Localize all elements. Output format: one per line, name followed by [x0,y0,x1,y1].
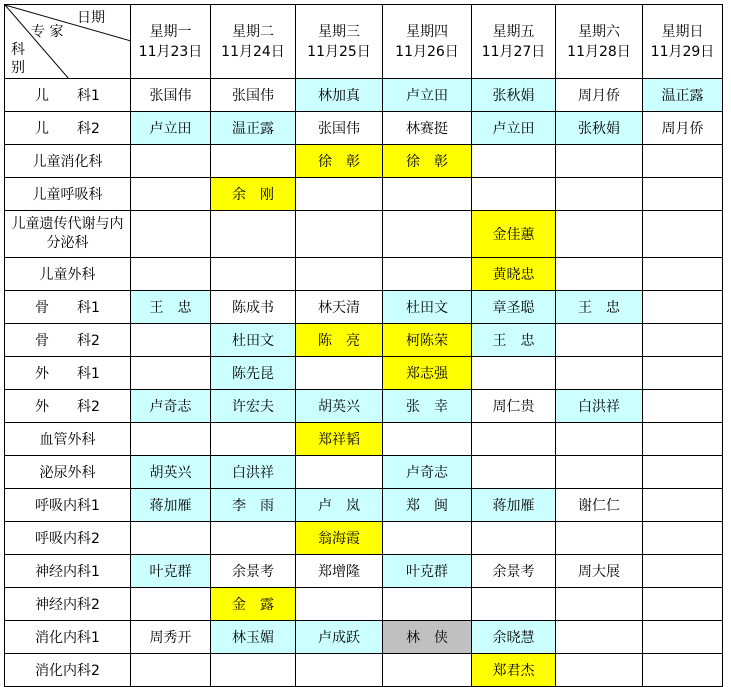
doctor-cell [211,145,296,178]
table-row [5,178,723,211]
day-name: 星期六 [578,23,620,40]
table-row [5,489,723,522]
doctor-cell: 翁海霞 [296,522,383,555]
header-row [5,5,723,79]
department-cell: 外 科2 [5,390,131,423]
doctor-cell [556,211,643,258]
doctor-cell: 郑祥韬 [296,423,383,456]
doctor-cell: 周月侨 [643,112,723,145]
doctor-cell [383,588,472,621]
department-cell: 呼吸内科2 [5,522,131,555]
doctor-cell [296,456,383,489]
department-cell: 儿童外科 [5,258,131,291]
doctor-cell [383,522,472,555]
date-axis-label: 日期 [77,10,105,26]
schedule-table-wrapper [4,4,723,687]
department-cell: 呼吸内科1 [5,489,131,522]
doctor-cell: 林加真 [296,79,383,112]
doctor-cell [296,211,383,258]
doctor-cell: 王 忠 [472,324,556,357]
doctor-cell: 卢立田 [472,112,556,145]
day-name: 星期三 [318,23,360,40]
doctor-cell: 黄晓忠 [472,258,556,291]
doctor-cell: 章圣聪 [472,291,556,324]
table-row [5,588,723,621]
doctor-cell [383,211,472,258]
doctor-cell [472,588,556,621]
doctor-cell: 叶克群 [131,555,211,588]
doctor-cell: 郑增隆 [296,555,383,588]
day-date: 11月23日 [138,43,203,60]
day-header-7 [643,5,723,79]
doctor-cell: 周月侨 [556,79,643,112]
day-date: 11月25日 [307,43,371,60]
doctor-cell: 陈 亮 [296,324,383,357]
department-cell: 儿 科2 [5,112,131,145]
doctor-cell: 林天清 [296,291,383,324]
doctor-cell [643,555,723,588]
department-cell: 外 科1 [5,357,131,390]
doctor-cell [296,588,383,621]
doctor-cell: 蒋加雁 [472,489,556,522]
doctor-cell: 郑君杰 [472,654,556,687]
doctor-cell [131,145,211,178]
doctor-cell [556,324,643,357]
doctor-cell: 白洪祥 [211,456,296,489]
department-cell: 儿 科1 [5,79,131,112]
doctor-cell [643,423,723,456]
doctor-cell [131,588,211,621]
expert-axis-label: 专 家 [31,24,64,40]
doctor-cell [556,258,643,291]
table-row [5,522,723,555]
doctor-cell [296,258,383,291]
doctor-cell: 杜田文 [211,324,296,357]
department-cell: 骨 科1 [5,291,131,324]
doctor-cell [643,522,723,555]
day-header-4 [383,5,472,79]
doctor-cell [131,423,211,456]
doctor-cell [131,258,211,291]
day-name: 星期四 [406,23,448,40]
doctor-cell [383,178,472,211]
doctor-cell [472,357,556,390]
doctor-cell [472,522,556,555]
doctor-cell: 张国伟 [131,79,211,112]
doctor-cell: 郑 闽 [383,489,472,522]
doctor-cell: 余 刚 [211,178,296,211]
table-row [5,654,723,687]
doctor-cell: 金佳蕙 [472,211,556,258]
doctor-cell [643,258,723,291]
dept-axis-label-1: 科 [11,42,25,58]
doctor-cell: 余景考 [472,555,556,588]
doctor-cell: 张国伟 [211,79,296,112]
doctor-cell: 周秀开 [131,621,211,654]
doctor-cell [296,654,383,687]
doctor-cell [131,357,211,390]
doctor-cell: 卢奇志 [383,456,472,489]
doctor-cell: 周大展 [556,555,643,588]
doctor-cell [556,456,643,489]
table-row [5,555,723,588]
table-row [5,211,723,258]
department-cell: 血管外科 [5,423,131,456]
table-row [5,79,723,112]
doctor-cell: 林赛挺 [383,112,472,145]
day-name: 星期一 [149,23,192,40]
doctor-cell [556,423,643,456]
doctor-cell [643,489,723,522]
doctor-cell [643,178,723,211]
doctor-cell [472,423,556,456]
doctor-cell: 徐 彰 [383,145,472,178]
doctor-cell: 张秋娟 [556,112,643,145]
day-date: 11月26日 [395,43,459,60]
day-date: 11月28日 [567,43,631,60]
doctor-cell [643,621,723,654]
day-name: 星期二 [232,23,274,40]
doctor-cell: 张 幸 [383,390,472,423]
doctor-cell [472,456,556,489]
doctor-cell: 柯陈荣 [383,324,472,357]
table-row [5,258,723,291]
table-row [5,390,723,423]
department-cell: 神经内科1 [5,555,131,588]
doctor-cell [131,211,211,258]
doctor-cell: 李 雨 [211,489,296,522]
day-header-1 [131,5,211,79]
doctor-cell: 王 忠 [556,291,643,324]
dept-axis-label-2: 别 [11,60,25,76]
doctor-cell [556,145,643,178]
doctor-cell: 徐 彰 [296,145,383,178]
doctor-cell [131,178,211,211]
doctor-cell: 温正露 [211,112,296,145]
doctor-cell [643,357,723,390]
doctor-cell: 林玉媚 [211,621,296,654]
doctor-cell: 金 露 [211,588,296,621]
department-cell: 消化内科2 [5,654,131,687]
schedule-body [5,79,723,687]
table-row [5,456,723,489]
doctor-cell [383,423,472,456]
day-name: 星期五 [492,23,535,40]
doctor-cell: 温正露 [643,79,723,112]
table-row [5,357,723,390]
doctor-cell: 蒋加雁 [131,489,211,522]
doctor-cell: 林 侠 [383,621,472,654]
day-header-3 [296,5,383,79]
doctor-cell: 卢 岚 [296,489,383,522]
doctor-cell [643,456,723,489]
doctor-cell [131,654,211,687]
table-row [5,145,723,178]
day-header-6 [556,5,643,79]
doctor-cell: 白洪祥 [556,390,643,423]
day-header-5 [472,5,556,79]
table-row [5,112,723,145]
doctor-cell [556,654,643,687]
doctor-cell [211,522,296,555]
department-cell: 消化内科1 [5,621,131,654]
doctor-cell [131,522,211,555]
doctor-cell: 郑志强 [383,357,472,390]
day-date: 11月27日 [481,43,546,60]
doctor-cell: 卢奇志 [131,390,211,423]
doctor-cell [211,211,296,258]
table-row [5,291,723,324]
doctor-cell: 余景考 [211,555,296,588]
doctor-cell: 胡英兴 [131,456,211,489]
doctor-cell [296,357,383,390]
doctor-cell [556,357,643,390]
department-cell: 儿童消化科 [5,145,131,178]
doctor-cell [211,654,296,687]
doctor-cell: 卢立田 [131,112,211,145]
department-cell: 骨 科2 [5,324,131,357]
doctor-cell [643,390,723,423]
doctor-cell: 张国伟 [296,112,383,145]
doctor-cell: 王 忠 [131,291,211,324]
doctor-cell: 周仁贵 [472,390,556,423]
doctor-cell: 余晓慧 [472,621,556,654]
department-cell: 泌尿外科 [5,456,131,489]
doctor-cell: 张秋娟 [472,79,556,112]
doctor-cell: 陈先昆 [211,357,296,390]
doctor-cell [131,324,211,357]
expert-schedule-table [4,4,723,687]
doctor-cell: 卢成跃 [296,621,383,654]
doctor-cell [643,291,723,324]
doctor-cell [296,178,383,211]
doctor-cell [643,588,723,621]
department-cell: 儿童呼吸科 [5,178,131,211]
doctor-cell [643,324,723,357]
doctor-cell [643,211,723,258]
doctor-cell: 陈成书 [211,291,296,324]
doctor-cell: 杜田文 [383,291,472,324]
department-cell: 神经内科2 [5,588,131,621]
doctor-cell [472,145,556,178]
doctor-cell: 许宏夫 [211,390,296,423]
doctor-cell [556,178,643,211]
table-row [5,423,723,456]
doctor-cell [556,621,643,654]
day-header-2 [211,5,296,79]
table-row [5,621,723,654]
day-date: 11月24日 [221,43,285,60]
doctor-cell [383,258,472,291]
day-name: 星期日 [661,23,704,40]
doctor-cell [643,654,723,687]
doctor-cell [211,258,296,291]
department-cell: 儿童遗传代谢与内分泌科 [5,211,131,258]
table-row [5,324,723,357]
doctor-cell: 谢仁仁 [556,489,643,522]
doctor-cell: 胡英兴 [296,390,383,423]
doctor-cell: 卢立田 [383,79,472,112]
doctor-cell [556,522,643,555]
doctor-cell [472,178,556,211]
doctor-cell [556,588,643,621]
doctor-cell [643,145,723,178]
day-date: 11月29日 [650,43,715,60]
doctor-cell: 叶克群 [383,555,472,588]
corner-header-cell [5,5,131,79]
doctor-cell [211,423,296,456]
doctor-cell [383,654,472,687]
